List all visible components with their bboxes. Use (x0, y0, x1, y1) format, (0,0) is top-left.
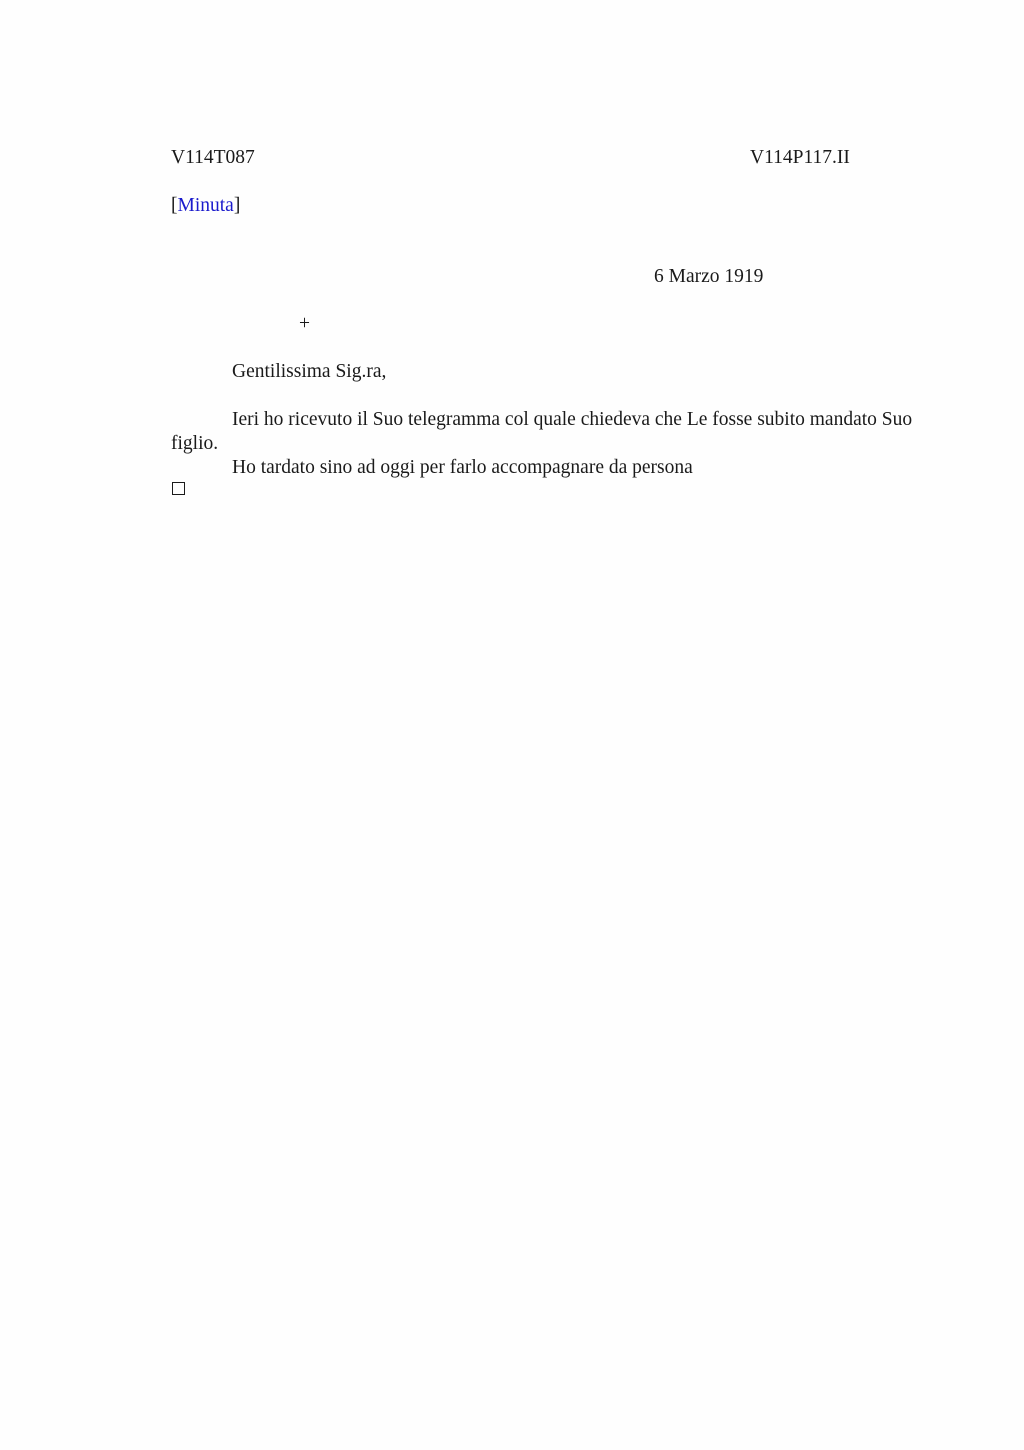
paragraph-2: Ho tardato sino ad oggi per farlo accompagnare da persona (232, 457, 693, 478)
document-id-right: V114P117.II (750, 147, 850, 168)
paragraph-1: Ieri ho ricevuto il Suo telegramma col quale chiedeva che Le fosse subito mandato Suo figlio. (171, 409, 913, 454)
document-type-line (171, 195, 240, 217)
empty-square-icon (172, 482, 185, 495)
salutation: Gentilissima Sig.ra, (232, 361, 387, 382)
letter-body (171, 408, 931, 480)
open-bracket: [ (171, 195, 178, 216)
document-id-left: V114T087 (171, 147, 255, 168)
cross-mark: + (299, 313, 310, 334)
minuta-link[interactable]: Minuta (177, 195, 234, 216)
close-bracket: ] (233, 195, 241, 216)
letter-date: 6 Marzo 1919 (654, 266, 764, 287)
